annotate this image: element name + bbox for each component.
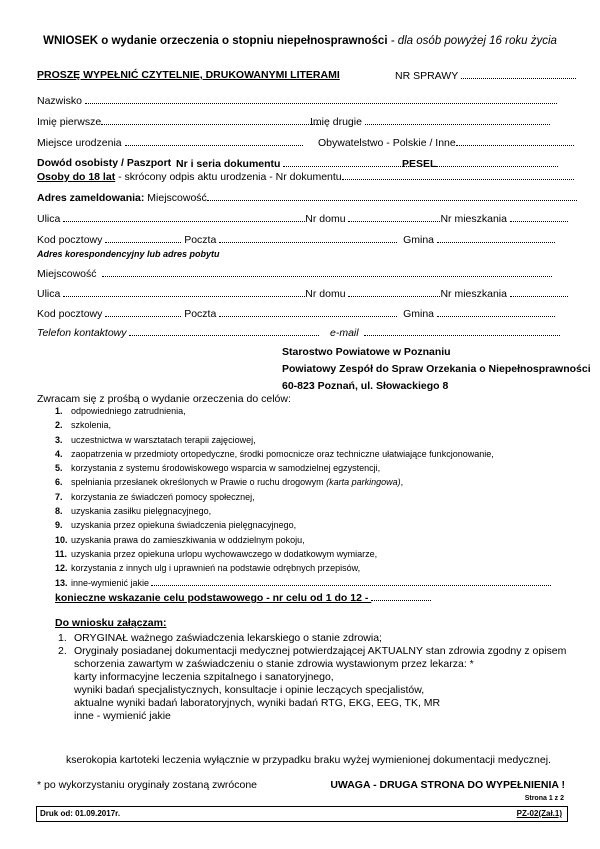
- purpose-item: [55, 549, 551, 563]
- addressee-line-2: Powiatowy Zespół do Spraw Orzekania o Niepełnosprawności: [282, 363, 591, 375]
- registered-house-label: Nr domu: [305, 213, 346, 225]
- purpose-number: 11.: [55, 548, 68, 559]
- purpose-text: uzyskania prawa do zamieszkiwania w oddzielnym pokoju,: [71, 534, 305, 545]
- purpose-number: 13.: [55, 577, 68, 588]
- purpose-item: [55, 449, 551, 463]
- corr-locality-dots: [102, 267, 552, 277]
- corr-flat-label: Nr mieszkania: [440, 288, 507, 300]
- purpose-item: [55, 420, 551, 434]
- registered-postcode-field[interactable]: [37, 233, 555, 247]
- purpose-item: [55, 435, 551, 449]
- attachment-sub-4: inne - wymienić jakie: [74, 710, 171, 722]
- purpose-number: 3.: [55, 434, 63, 445]
- phone-field[interactable]: [37, 326, 319, 340]
- registered-street-label: Ulica: [37, 213, 61, 225]
- under-18-field[interactable]: [37, 170, 574, 184]
- registered-post-label: Poczta: [184, 234, 217, 246]
- corr-postcode-dots: [105, 307, 181, 317]
- attachment-sub-2: wyniki badań specjalistycznych, konsultacje i opinie leczących specjalistów,: [74, 684, 425, 696]
- xerocopy-note: kserokopia kartoteki leczenia wyłącznie w przypadku braku wyżej wymienionej dokumentacji medycznej.: [66, 754, 551, 766]
- purpose-item: [55, 520, 551, 534]
- second-name-dots: [365, 115, 550, 125]
- birthplace-label: Miejsce urodzenia: [37, 137, 122, 149]
- purpose-number: 4.: [55, 448, 63, 459]
- citizenship-field[interactable]: [318, 136, 574, 150]
- purpose-text-italic: (karta parkingowa): [326, 477, 401, 488]
- id-number-label: Nr i seria dokumentu: [176, 158, 281, 170]
- purpose-text: uzyskania zasiłku pielęgnacyjnego,: [71, 506, 212, 517]
- purpose-text: uzyskania przez opiekuna świadczenia pielęgnacyjnego,: [71, 520, 297, 531]
- purpose-text-tail: ,: [400, 477, 404, 488]
- corr-locality-label: Miejscowość: [37, 268, 97, 280]
- purpose-item: [55, 535, 551, 549]
- correspondence-address-label: Adres korespondencyjny lub adres pobytu: [37, 249, 220, 259]
- purpose-text: korzystania z innych ulg i uprawnień na podstawie odrębnych przepisów,: [71, 563, 361, 574]
- case-number-field[interactable]: [395, 69, 576, 83]
- purpose-text: szkolenia,: [71, 420, 112, 431]
- id-number-dots: [283, 157, 413, 167]
- first-name-field[interactable]: [37, 115, 323, 129]
- purpose-text: odpowiedniego zatrudnienia,: [71, 406, 186, 416]
- citizenship-dots: [456, 136, 574, 146]
- corr-house-label: Nr domu: [305, 288, 346, 300]
- purpose-item: [55, 492, 551, 506]
- corr-house-dots: [348, 287, 440, 297]
- attachment-2-number: 2.: [58, 645, 67, 657]
- purpose-number: 1.: [55, 406, 63, 416]
- registered-locality-label: Miejscowość: [147, 192, 207, 204]
- registered-street-field[interactable]: [37, 212, 568, 226]
- registered-postcode-label: Kod pocztowy: [37, 234, 103, 246]
- citizenship-label: Obywatelstwo - Polskie / Inne: [318, 137, 456, 149]
- request-intro: Zwracam się z prośbą o wydanie orzeczenia do celów:: [37, 393, 291, 405]
- addressee-line-1: Starostwo Powiatowe w Poznaniu: [282, 346, 451, 358]
- first-name-dots: [101, 115, 323, 125]
- addressee-line-3: 60-823 Poznań, ul. Słowackiego 8: [282, 380, 449, 392]
- corr-flat-dots: [510, 287, 568, 297]
- purpose-text: korzystania z systemu środowiskowego wsparcia w samodzielnej egzystencji,: [71, 463, 381, 474]
- birthplace-field[interactable]: [37, 136, 303, 150]
- case-number-dots: [461, 69, 576, 79]
- purpose-item: [55, 563, 551, 577]
- corr-post-label: Poczta: [184, 308, 217, 320]
- under-18-dots: [342, 170, 574, 180]
- attachment-sub-3: aktualne wyniki badań laboratoryjnych, wyniki badań RTG, EKG, EEG, TK, MR: [74, 697, 441, 709]
- phone-dots: [129, 326, 319, 336]
- purpose-number: 5.: [55, 463, 63, 474]
- pesel-dots: [436, 157, 558, 167]
- registered-locality-field[interactable]: [37, 191, 577, 205]
- purpose-item: [55, 477, 551, 491]
- attachment-item-2: [58, 645, 566, 658]
- email-label: e-mail: [330, 327, 359, 339]
- purpose-number: 9.: [55, 520, 63, 531]
- registered-commune-dots: [437, 233, 555, 243]
- second-page-warning: UWAGA - DRUGA STRONA DO WYPEŁNIENIA !: [330, 779, 565, 791]
- page-number: Strona 1 z 2: [524, 795, 564, 802]
- form-code: PZ-02(Zał.1): [516, 809, 562, 818]
- main-purpose-label: konieczne wskazanie celu podstawowego - nr celu od 1 do 12 -: [55, 592, 372, 604]
- registered-post-dots: [219, 233, 397, 243]
- corr-post-dots: [219, 307, 397, 317]
- id-number-field[interactable]: [176, 157, 413, 171]
- purpose-number: 7.: [55, 491, 63, 502]
- birthplace-dots: [125, 136, 303, 146]
- corr-street-dots: [63, 287, 305, 297]
- attachment-1-text: ORYGINAŁ ważnego zaświadczenia lekarskiego o stanie zdrowia;: [74, 632, 382, 644]
- purpose-number: 8.: [55, 506, 63, 517]
- phone-label: Telefon kontaktowy: [37, 327, 127, 339]
- purpose-number: 10.: [55, 534, 68, 545]
- corr-street-label: Ulica: [37, 288, 61, 300]
- returned-note: * po wykorzystaniu oryginały zostaną zwrócone: [37, 779, 258, 791]
- purpose-text: zaopatrzenia w przedmioty ortopedyczne, środki pomocnicze oraz techniczne ułatwiające funkcjonowanie,: [71, 448, 494, 459]
- attachment-item-2-cont: schorzenia zawartym w zaświadczeniu o stanie zdrowia wystawionym przez lekarza: *: [74, 658, 474, 670]
- id-document-label: Dowód osobisty / Paszport: [37, 157, 172, 169]
- purpose-item: [55, 578, 551, 592]
- email-dots: [364, 326, 560, 336]
- purpose-text: uzyskania przez opiekuna urlopu wychowawczego w dodatkowym wymiarze,: [71, 548, 378, 559]
- purpose-item: [55, 463, 551, 477]
- registered-house-dots: [348, 212, 440, 222]
- purpose-number: 6.: [55, 477, 63, 488]
- second-name-field[interactable]: [310, 115, 550, 129]
- purpose-text: spełniania przesłanek określonych w Prawie o ruchu drogowym: [71, 477, 327, 488]
- corr-street-field[interactable]: [37, 287, 568, 301]
- registered-street-dots: [63, 212, 305, 222]
- email-field[interactable]: [330, 326, 560, 340]
- page-title: [0, 35, 600, 47]
- pesel-label: PESEL: [402, 158, 437, 170]
- corr-commune-label: Gmina: [403, 308, 435, 320]
- surname-label: Nazwisko: [37, 95, 82, 107]
- registered-commune-label: Gmina: [403, 234, 435, 246]
- registered-flat-label: Nr mieszkania: [440, 213, 507, 225]
- first-name-label: Imię pierwsze: [37, 116, 102, 128]
- corr-postcode-label: Kod pocztowy: [37, 308, 103, 320]
- purpose-text: korzystania ze świadczeń pomocy społecznej,: [71, 491, 255, 502]
- attachment-sub-1: karty informacyjne leczenia szpitalnego i sanatoryjnego,: [74, 671, 334, 683]
- corr-locality-field[interactable]: [37, 267, 552, 281]
- fill-instruction: PROSZĘ WYPEŁNIĆ CZYTELNIE, DRUKOWANYMI LITERAMI: [37, 69, 340, 81]
- title-main: WNIOSEK o wydanie orzeczenia o stopniu niepełnosprawności: [43, 35, 388, 47]
- under-18-label: Osoby do 18 lat: [37, 171, 116, 183]
- main-purpose-field[interactable]: [55, 591, 431, 605]
- registered-address-label: Adres zameldowania:: [37, 192, 145, 204]
- attachment-1-number: 1.: [58, 632, 67, 644]
- corr-commune-dots: [437, 307, 555, 317]
- purpose-item: [55, 506, 551, 520]
- other-purpose-dots[interactable]: [151, 578, 551, 586]
- attachment-item-1: [58, 632, 382, 645]
- registered-locality-dots: [207, 191, 577, 201]
- purpose-number: 12.: [55, 563, 68, 574]
- under-18-desc: - skrócony odpis aktu urodzenia - Nr dokumentu: [115, 171, 342, 183]
- purpose-item: [55, 406, 551, 420]
- second-name-label: Imię drugie: [310, 116, 362, 128]
- purpose-number: 2.: [55, 420, 63, 431]
- attachment-2-text-1: Oryginały posiadanej dokumentacji medycznej potwierdzającej AKTUALNY stan zdrowia zgodny z opisem: [74, 645, 567, 657]
- purpose-text: inne-wymienić jakie: [71, 577, 150, 588]
- registered-postcode-dots: [105, 233, 181, 243]
- purpose-text: uczestnictwa w warsztatach terapii zajęciowej,: [71, 434, 256, 445]
- purpose-list: [55, 406, 551, 592]
- surname-dots: [85, 94, 557, 104]
- title-subtitle: - dla osób powyżej 16 roku życia: [387, 35, 557, 47]
- print-date: Druk od: 01.09.2017r.: [40, 809, 121, 818]
- surname-field[interactable]: [37, 94, 557, 108]
- registered-flat-dots: [510, 212, 568, 222]
- attachments-heading: Do wniosku załączam:: [55, 617, 167, 629]
- pesel-field[interactable]: [402, 157, 558, 171]
- corr-postcode-field[interactable]: [37, 307, 555, 321]
- case-number-label: NR SPRAWY: [395, 70, 459, 82]
- main-purpose-dots: [371, 591, 431, 601]
